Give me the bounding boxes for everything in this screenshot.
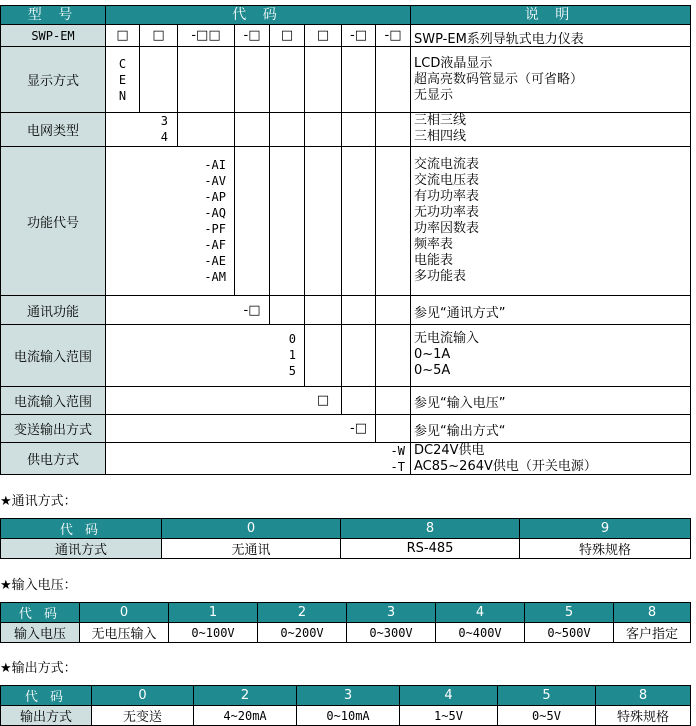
output-row-label: 输出方式 bbox=[1, 706, 92, 726]
output-code-4: 4 bbox=[400, 686, 498, 706]
grid-label: 电网类型 bbox=[26, 124, 79, 139]
output-value-0: 无变送 bbox=[92, 706, 194, 726]
display-label: 显示方式 bbox=[26, 74, 79, 89]
voltage-value-8: 客户指定 bbox=[614, 623, 691, 643]
code-slot-1: □ bbox=[116, 28, 129, 43]
output-code-0: 0 bbox=[92, 686, 194, 706]
output-code-8: 8 bbox=[596, 686, 691, 706]
output-code-5: 5 bbox=[498, 686, 596, 706]
output-code: -□ bbox=[350, 421, 367, 436]
code-slot-5: □ bbox=[280, 28, 294, 43]
comm-code-8: 8 bbox=[341, 519, 520, 539]
current-desc: 无电流输入 0~1A 0~5A bbox=[414, 331, 480, 378]
output-value-5: 0~5V bbox=[498, 706, 596, 726]
display-desc: LCD液晶显示 超高亮数码管显示（可省略） 无显示 bbox=[414, 56, 584, 103]
model-desc: SWP-EM系列导轨式电力仪表 bbox=[414, 32, 584, 47]
code-slot-2: □ bbox=[152, 28, 165, 43]
comm-table bbox=[0, 518, 691, 559]
output-table bbox=[0, 685, 691, 726]
comm-code-9: 9 bbox=[520, 519, 691, 539]
voltage-header-label: 代 码 bbox=[1, 603, 80, 623]
main-table bbox=[0, 5, 691, 475]
model-name: SWP-EM bbox=[31, 28, 75, 43]
code-slot-4: -□ bbox=[243, 28, 261, 43]
grid-codes: 3 4 bbox=[160, 114, 168, 144]
voltage-value-3: 0~300V bbox=[347, 623, 436, 643]
power-desc: DC24V供电 AC85~264V供电（开关电源） bbox=[414, 443, 597, 474]
output-code-2: 2 bbox=[194, 686, 297, 706]
display-codes: C E N bbox=[118, 57, 127, 103]
output-desc: 参见“输出方式“ bbox=[414, 424, 506, 439]
current-codes: 0 1 5 bbox=[288, 332, 296, 378]
code-slot-6: □ bbox=[316, 28, 330, 43]
header-model: 型 号 bbox=[27, 7, 79, 23]
output-value-8: 特殊规格 bbox=[596, 706, 691, 726]
output-code-3: 3 bbox=[297, 686, 400, 706]
voltage-row-label: 输入电压 bbox=[1, 623, 80, 643]
voltage-code-0: 0 bbox=[80, 603, 169, 623]
voltage-section-title: ★输入电压： bbox=[0, 578, 77, 593]
comm-value-8: RS-485 bbox=[341, 539, 520, 559]
output-header-label: 代 码 bbox=[1, 686, 92, 706]
function-codes: -AI -AV -AP -AQ -PF -AF -AE -AM bbox=[204, 158, 226, 284]
voltage-code-4: 4 bbox=[436, 603, 525, 623]
code-slot-3: -□□ bbox=[191, 28, 221, 43]
voltage-value-1: 0~100V bbox=[169, 623, 258, 643]
current-label: 电流输入范围 bbox=[13, 350, 92, 365]
voltage-code-1: 1 bbox=[169, 603, 258, 623]
comm-value-9: 特殊规格 bbox=[520, 539, 691, 559]
voltage-value-4: 0~400V bbox=[436, 623, 525, 643]
comm-label: 通讯功能 bbox=[26, 304, 79, 320]
power-label: 供电方式 bbox=[26, 453, 79, 468]
voltage-code-5: 5 bbox=[525, 603, 614, 623]
voltage-value-2: 0~200V bbox=[258, 623, 347, 643]
power-codes: -W -T bbox=[390, 444, 405, 474]
output-value-4: 1~5V bbox=[400, 706, 498, 726]
output-label: 变送输出方式 bbox=[13, 423, 92, 438]
code-slot-8: -□ bbox=[384, 28, 402, 43]
voltage-label: 电流输入范围 bbox=[13, 395, 92, 410]
header-desc: 说 明 bbox=[524, 7, 576, 23]
header-code: 代 码 bbox=[232, 7, 283, 23]
comm-code: -□ bbox=[243, 302, 261, 318]
voltage-code-2: 2 bbox=[258, 603, 347, 623]
comm-value-0: 无通讯 bbox=[162, 539, 341, 559]
function-desc: 交流电流表 交流电压表 有功功率表 无功功率表 功率因数表 频率表 电能表 多功能表 bbox=[414, 157, 480, 284]
voltage-code-3: 3 bbox=[347, 603, 436, 623]
code-slot-7: -□ bbox=[350, 28, 367, 43]
voltage-table bbox=[0, 602, 691, 643]
function-label: 功能代号 bbox=[26, 215, 79, 231]
comm-row-label: 通讯方式 bbox=[1, 539, 162, 559]
comm-code-0: 0 bbox=[162, 519, 341, 539]
output-section-title: ★输出方式： bbox=[0, 661, 77, 676]
comm-desc: 参见“通讯方式” bbox=[414, 306, 506, 321]
output-value-3: 0~10mA bbox=[297, 706, 400, 726]
comm-section-title: ★通讯方式： bbox=[0, 494, 77, 509]
comm-header-label: 代 码 bbox=[1, 519, 162, 539]
output-value-2: 4~20mA bbox=[194, 706, 297, 726]
voltage-value-5: 0~500V bbox=[525, 623, 614, 643]
grid-desc: 三相三线 三相四线 bbox=[414, 113, 467, 144]
voltage-value-0: 无电压输入 bbox=[80, 623, 169, 643]
voltage-code: □ bbox=[316, 393, 330, 408]
voltage-desc: 参见“输入电压” bbox=[414, 396, 506, 411]
voltage-code-8: 8 bbox=[614, 603, 691, 623]
